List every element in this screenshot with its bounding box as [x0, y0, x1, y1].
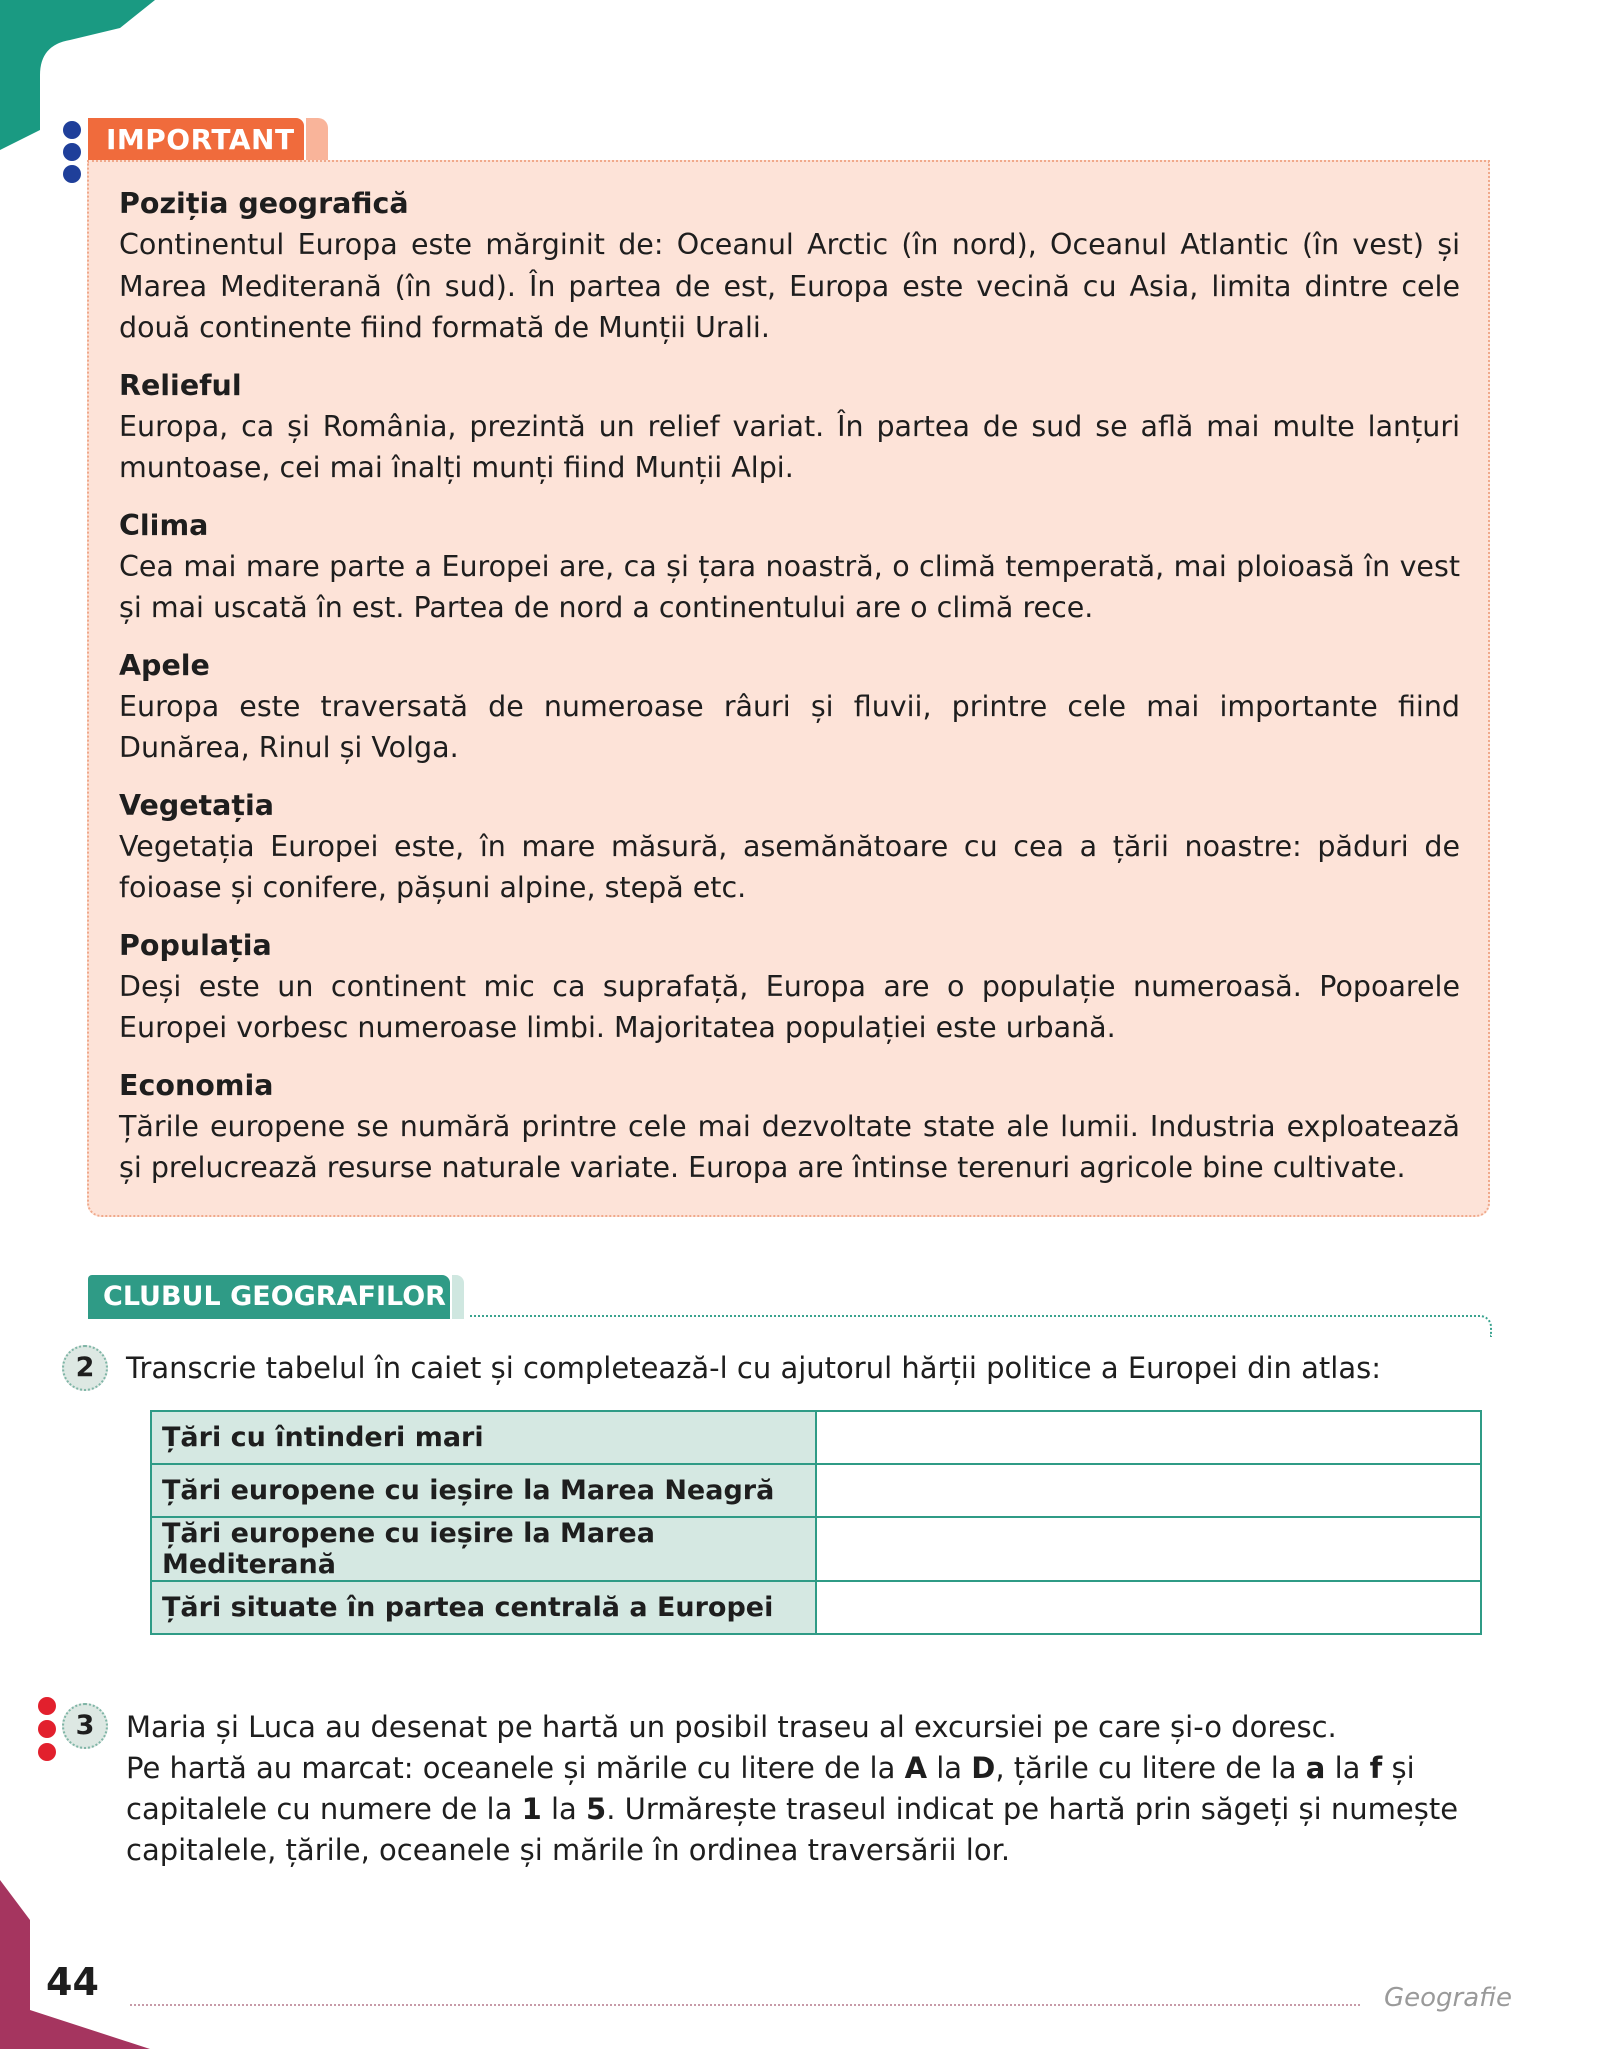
important-label: IMPORTANT: [88, 118, 304, 162]
section-economia: [119, 1066, 1460, 1189]
task-3-line2: [126, 1748, 1496, 1871]
task-3-marker: 1: [521, 1792, 542, 1826]
task-number-3: 3: [62, 1703, 108, 1749]
task-3-text: [126, 1707, 1496, 1871]
section-title: Clima: [119, 508, 209, 542]
table-row-label: Țări situate în partea centrală a Europei: [151, 1581, 816, 1634]
task-3-text-part: la: [1325, 1751, 1370, 1785]
club-label-tab: [452, 1275, 464, 1319]
footer-subject: Geografie: [1384, 1983, 1512, 2013]
section-vegetatia: [119, 786, 1460, 909]
section-text: Europa, ca și România, prezintă un relief variat. În partea de sud se află mai multe lanțuri muntoase, cei mai înalți munți fiind Munții Alpi.: [119, 409, 1460, 484]
important-label-tab: [306, 118, 328, 162]
table-row-label: Țări europene cu ieșire la Marea Mediterană: [151, 1517, 816, 1581]
section-title: Economia: [119, 1068, 274, 1102]
section-title: Populația: [119, 928, 272, 962]
footer-divider: [130, 2004, 1360, 2006]
table-row-label: Țări europene cu ieșire la Marea Neagră: [151, 1464, 816, 1517]
table-answer-cell: [816, 1517, 1481, 1581]
table-row: [151, 1464, 1481, 1517]
section-title: Apele: [119, 648, 210, 682]
page-number: 44: [46, 1960, 99, 2004]
task-number-2: 2: [62, 1345, 108, 1391]
table-row-label: Țări cu întinderi mari: [151, 1411, 816, 1464]
task-3-text-part: . Urmărește traseul indicat pe hartă prin săgeți și numește capitalele, țările, oceanele și mările în ordinea traversării lor.: [126, 1792, 1459, 1867]
task-2-text: Transcrie tabelul în caiet și completează-l cu ajutorul hărții politice a Europei din atlas:: [126, 1351, 1382, 1385]
task-3-line1: Maria și Luca au desenat pe hartă un posibil traseu al excursiei pe care și-o doresc.: [126, 1710, 1337, 1744]
table-row: [151, 1411, 1481, 1464]
section-text: Deși este un continent mic ca suprafață, Europa are o populație numeroasă. Popoarele Europei vorbesc numeroase limbi. Majoritatea populației este urbană.: [119, 969, 1460, 1044]
section-pozitia: [119, 184, 1460, 349]
task-3-text-part: la: [927, 1751, 972, 1785]
section-text: Europa este traversată de numeroase râuri și fluvii, printre cele mai importante fiind Dunărea, Rinul și Volga.: [119, 689, 1460, 764]
important-box: [87, 160, 1490, 1217]
task-3-text-part: , țările cu litere de la: [995, 1751, 1306, 1785]
section-title: Relieful: [119, 368, 242, 402]
section-text: Țările europene se numără printre cele mai dezvoltate state ale lumii. Industria exploatează și prelucrează resurse naturale variate. Europa are întinse terenuri agricole bine cultivate.: [119, 1109, 1460, 1184]
task-3-text-part: și capitalele cu numere de la: [126, 1751, 1415, 1826]
table-row: [151, 1581, 1481, 1634]
task-3-marker: f: [1369, 1751, 1383, 1785]
club-label: CLUBUL GEOGRAFILOR: [88, 1275, 450, 1319]
task-3-text-part: Pe hartă au marcat: oceanele și mările cu litere de la: [126, 1751, 905, 1785]
table-row: [151, 1517, 1481, 1581]
section-clima: [119, 506, 1460, 629]
task-3-marker: 5: [586, 1792, 607, 1826]
table-answer-cell: [816, 1464, 1481, 1517]
table-answer-cell: [816, 1581, 1481, 1634]
task-3-marker: A: [904, 1751, 928, 1785]
section-populatia: [119, 926, 1460, 1049]
task-3-text-part: la: [541, 1792, 587, 1826]
section-apele: [119, 646, 1460, 769]
section-text: Vegetația Europei este, în mare măsură, asemănătoare cu cea a țării noastre: păduri de foioase și conifere, pășuni alpine, stepă etc.: [119, 829, 1460, 904]
section-relieful: [119, 366, 1460, 489]
task-3-marker: a: [1305, 1751, 1326, 1785]
task-3-marker: D: [971, 1751, 996, 1785]
countries-table: [150, 1410, 1482, 1635]
section-text: Continentul Europa este mărginit de: Oceanul Arctic (în nord), Oceanul Atlantic (în vest) și Marea Mediterană (în sud). În partea de est, Europa este vecină cu Asia, limita dintre cele două continente fiind formată de Munții Urali.: [119, 228, 1460, 344]
section-title: Poziția geografică: [119, 187, 409, 220]
section-title: Vegetația: [119, 788, 275, 822]
section-text: Cea mai mare parte a Europei are, ca și țara noastră, o climă temperată, mai ploioasă în vest și mai uscată în est. Partea de nord a continentului are o climă rece.: [119, 549, 1460, 624]
table-answer-cell: [816, 1411, 1481, 1464]
club-divider: [470, 1315, 1492, 1337]
